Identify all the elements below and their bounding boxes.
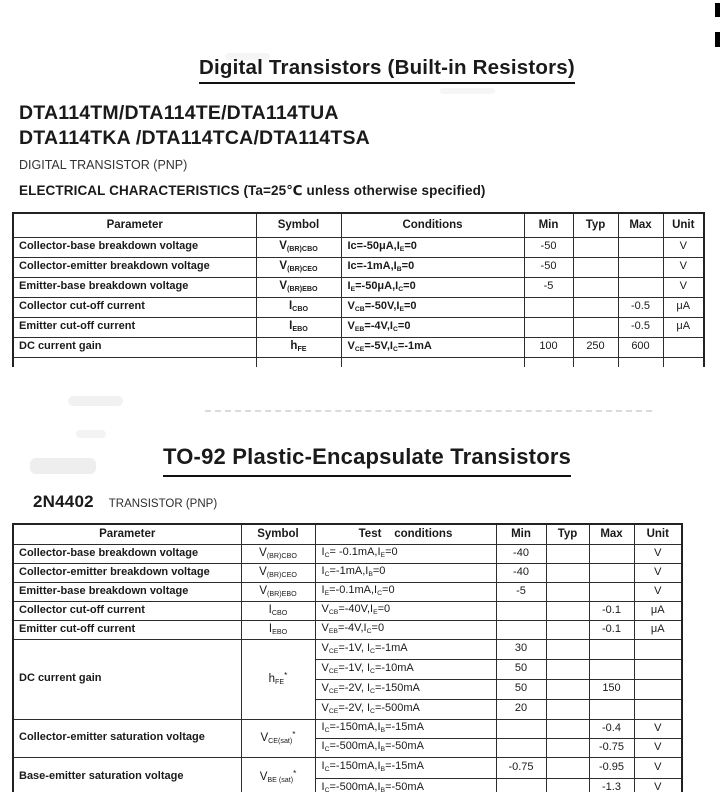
subscript: C: [366, 628, 372, 636]
unit-cell: [634, 639, 682, 659]
unit-cell: [663, 337, 704, 357]
parameter-cell: Base-emitter saturation voltage: [13, 757, 241, 792]
conditions-cell: $I_E=-0.1mA,I_C=0$: [315, 582, 496, 601]
parameter-cell: Collector-base breakdown voltage: [13, 544, 241, 563]
conditions-cell: $I_C=-150mA,I_B=-15mA$: [315, 719, 496, 738]
column-header: Parameter: [13, 524, 241, 544]
empty-cell: [13, 357, 256, 367]
max-cell: -0.1: [589, 620, 634, 639]
typ-cell: [573, 277, 618, 297]
subscript: E: [373, 609, 378, 617]
parameter-cell: Emitter-base breakdown voltage: [13, 582, 241, 601]
subscript: E: [380, 552, 386, 560]
unit-cell: [634, 659, 682, 679]
subscript: C: [324, 727, 330, 735]
symbol-cell: $V_{(BR)EBO}$: [256, 277, 341, 297]
min-cell: 50: [496, 659, 546, 679]
subscript: B: [380, 727, 386, 735]
subscript: E: [399, 305, 404, 313]
table-row: [13, 563, 682, 582]
max-cell: [589, 544, 634, 563]
max-cell: -0.75: [589, 738, 634, 757]
table-row: [13, 337, 704, 357]
conditions-cell: $V_{EB}=-4V,I_C=0$: [341, 317, 524, 337]
table-row: [13, 719, 682, 738]
conditions-cell: $I_C=-1mA,I_B=0$: [315, 563, 496, 582]
typ-cell: [546, 778, 589, 792]
scan-artifact: [68, 396, 123, 406]
superscript: *: [292, 729, 296, 739]
parameter-cell: Collector-base breakdown voltage: [13, 237, 256, 257]
unit-cell: V: [634, 738, 682, 757]
parameter-cell: Collector cut-off current: [13, 297, 256, 317]
symbol-cell: $V_{(BR)EBO}$: [241, 582, 315, 601]
table-row: [13, 620, 682, 639]
subscript: C: [392, 325, 398, 333]
typ-cell: [573, 237, 618, 257]
min-cell: -50: [524, 237, 573, 257]
min-cell: -5: [524, 277, 573, 297]
unit-cell: V: [634, 582, 682, 601]
typ-cell: [546, 659, 589, 679]
section2-title: TO-92 Plastic-Encapsulate Transistors: [163, 443, 571, 477]
scan-edge-mark: [715, 3, 720, 17]
subscript: BE (sat): [267, 776, 294, 785]
conditions-cell: $V_{CE}=-2V$, $I_C=-150mA$: [315, 679, 496, 699]
parameter-cell: Emitter-base breakdown voltage: [13, 277, 256, 297]
header-row: [13, 524, 682, 544]
subscript: EBO: [272, 627, 288, 636]
unit-cell: V: [663, 237, 704, 257]
parameter-cell: Collector-emitter breakdown voltage: [13, 257, 256, 277]
column-header: Typ: [573, 213, 618, 237]
typ-cell: [546, 582, 589, 601]
max-cell: -0.1: [589, 601, 634, 620]
conditions-cell: $Ic=-1mA,I_B=0$: [341, 257, 524, 277]
subscript: CB: [354, 305, 365, 313]
unit-cell: V: [663, 277, 704, 297]
conditions-cell: $V_{CB}=-50V,I_E=0$: [341, 297, 524, 317]
min-cell: 30: [496, 639, 546, 659]
header-row: [13, 213, 704, 237]
conditions-cell: $I_C= -0.1mA,I_E=0$: [315, 544, 496, 563]
subscript: (BR)CBO: [286, 245, 318, 254]
subscript: C: [370, 647, 375, 655]
max-cell: -0.5: [618, 317, 663, 337]
column-header: Unit: [663, 213, 704, 237]
subscript: CE: [328, 707, 339, 715]
column-header: Conditions: [341, 213, 524, 237]
superscript: *: [293, 768, 297, 778]
subscript: E: [399, 245, 405, 253]
typ-cell: [546, 757, 589, 778]
min-cell: [496, 719, 546, 738]
unit-cell: μA: [634, 620, 682, 639]
column-header: Parameter: [13, 213, 256, 237]
subscript: C: [370, 667, 375, 675]
electrical-characteristics-table-region: [12, 212, 707, 367]
conditions-cell: $Ic=-50\mu A,I_E=0$: [341, 237, 524, 257]
subscript: B: [380, 786, 386, 792]
subscript: B: [380, 766, 386, 774]
device-type-label: DIGITAL TRANSISTOR (PNP): [19, 158, 188, 172]
subscript: (BR)EBO: [287, 285, 318, 294]
max-cell: [589, 582, 634, 601]
subscript: (BR)EBO: [266, 589, 297, 598]
table-row: [13, 601, 682, 620]
scan-artifact: [30, 458, 96, 474]
subscript: B: [380, 746, 386, 754]
min-cell: [496, 601, 546, 620]
symbol-cell: $I_{EBO}$: [241, 620, 315, 639]
conditions-cell: $I_E=-50\mu A,I_C=0$: [341, 277, 524, 297]
table-row: [13, 257, 704, 277]
symbol-cell: $I_{CBO}$: [256, 297, 341, 317]
typ-cell: [573, 297, 618, 317]
superscript: *: [284, 670, 288, 680]
table-row: [13, 277, 704, 297]
subscript: C: [392, 345, 398, 353]
parameter-cell: DC current gain: [13, 337, 256, 357]
unit-cell: μA: [663, 317, 704, 337]
min-cell: [524, 297, 573, 317]
subscript: C: [324, 786, 330, 792]
subscript: C: [324, 571, 330, 579]
max-cell: [618, 277, 663, 297]
column-header: Symbol: [256, 213, 341, 237]
symbol-cell: $V_{CE(sat)}^*$: [241, 719, 315, 757]
section1-title: Digital Transistors (Built-in Resistors): [199, 55, 575, 84]
subscript: (BR)CBO: [266, 551, 297, 560]
symbol-cell: $V_{(BR)CEO}$: [241, 563, 315, 582]
scan-artifact: [76, 430, 106, 438]
conditions-cell: $V_{CE}=-5V,I_C=-1mA$: [341, 337, 524, 357]
table-row: [13, 582, 682, 601]
conditions-cell: $V_{CB}=-40V,I_E=0$: [315, 601, 496, 620]
symbol-cell: $V_{(BR)CBO}$: [241, 544, 315, 563]
subscript: C: [324, 746, 330, 754]
subscript: EBO: [292, 325, 308, 334]
max-cell: [618, 257, 663, 277]
column-header: Symbol: [241, 524, 315, 544]
table-row: [13, 757, 682, 778]
scan-artifact: [440, 88, 495, 94]
symbol-cell: $V_{(BR)CEO}$: [256, 257, 341, 277]
parameter-cell: DC current gain: [13, 639, 241, 719]
symbol-cell: $V_{BE (sat)}^*$: [241, 757, 315, 792]
max-cell: -0.5: [618, 297, 663, 317]
table-row: [13, 317, 704, 337]
empty-cell: [573, 357, 618, 367]
min-cell: -40: [496, 544, 546, 563]
subscript: FE: [297, 345, 307, 354]
parameter-cell: Collector-emitter saturation voltage: [13, 719, 241, 757]
min-cell: 20: [496, 699, 546, 719]
symbol-cell: $I_{EBO}$: [256, 317, 341, 337]
unit-cell: [634, 679, 682, 699]
subscript: CBO: [271, 608, 288, 617]
subscript: CE: [354, 345, 365, 353]
parameter-cell: Emitter cut-off current: [13, 317, 256, 337]
conditions-cell: $V_{CE}=-1V$, $I_C=-10mA$: [315, 659, 496, 679]
unit-cell: V: [634, 719, 682, 738]
scan-edge-mark: [715, 32, 720, 47]
min-cell: 100: [524, 337, 573, 357]
table-row: [13, 237, 704, 257]
parameter-cell: Collector cut-off current: [13, 601, 241, 620]
min-cell: -0.75: [496, 757, 546, 778]
subscript: CE: [328, 687, 339, 695]
unit-cell: V: [634, 563, 682, 582]
max-cell: [589, 563, 634, 582]
transistor-characteristics-table-region: [12, 523, 685, 792]
column-header: Min: [524, 213, 573, 237]
unit-cell: V: [634, 544, 682, 563]
scan-artifact: [205, 410, 652, 412]
min-cell: -50: [524, 257, 573, 277]
subscript: E: [350, 285, 356, 293]
subscript: C: [324, 766, 330, 774]
max-cell: -0.95: [589, 757, 634, 778]
conditions-cell: $V_{EB}=-4V,I_C=0$: [315, 620, 496, 639]
empty-cell: [524, 357, 573, 367]
min-cell: [496, 738, 546, 757]
typ-cell: [546, 639, 589, 659]
typ-cell: [546, 679, 589, 699]
subscript: B: [368, 571, 373, 579]
subscript: CE: [328, 647, 339, 655]
subscript: (BR)CEO: [266, 570, 297, 579]
subscript: FE: [275, 677, 285, 686]
max-cell: 600: [618, 337, 663, 357]
subscript: C: [324, 552, 330, 560]
electrical-characteristics-heading: ELECTRICAL CHARACTERISTICS (Ta=25℃ unless otherwise specified): [19, 183, 486, 198]
subscript: (BR)CEO: [287, 265, 318, 274]
conditions-cell: $I_C=-500mA,I_B=-50mA$: [315, 778, 496, 792]
min-cell: 50: [496, 679, 546, 699]
subscript: CE(sat): [268, 736, 293, 745]
column-header: Min: [496, 524, 546, 544]
table-row: [13, 544, 682, 563]
typ-cell: [546, 699, 589, 719]
conditions-cell: $V_{CE}=-1V$, $I_C=-1mA$: [315, 639, 496, 659]
min-cell: [496, 778, 546, 792]
symbol-cell: $h_{FE}^*$: [241, 639, 315, 719]
column-header: Max: [618, 213, 663, 237]
unit-cell: V: [634, 757, 682, 778]
subscript: CB: [328, 609, 339, 617]
symbol-cell: $I_{CBO}$: [241, 601, 315, 620]
subscript: CBO: [292, 305, 309, 314]
empty-cell: [256, 357, 341, 367]
column-header: Typ: [546, 524, 589, 544]
max-cell: [589, 639, 634, 659]
subscript: C: [370, 707, 375, 715]
subscript: C: [398, 285, 404, 293]
subscript: C: [370, 687, 375, 695]
max-cell: -1.3: [589, 778, 634, 792]
symbol-cell: $V_{(BR)CBO}$: [256, 237, 341, 257]
unit-cell: V: [634, 778, 682, 792]
typ-cell: [546, 544, 589, 563]
typ-cell: [546, 601, 589, 620]
max-cell: 150: [589, 679, 634, 699]
column-header: Unit: [634, 524, 682, 544]
parameter-cell: Collector-emitter breakdown voltage: [13, 563, 241, 582]
typ-cell: 250: [573, 337, 618, 357]
symbol-cell: $h_{FE}$: [256, 337, 341, 357]
min-cell: -5: [496, 582, 546, 601]
min-cell: [496, 620, 546, 639]
typ-cell: [546, 719, 589, 738]
unit-cell: V: [663, 257, 704, 277]
typ-cell: [546, 620, 589, 639]
unit-cell: μA: [634, 601, 682, 620]
conditions-cell: $I_C=-150mA,I_B=-15mA$: [315, 757, 496, 778]
empty-cell: [618, 357, 663, 367]
empty-cell: [341, 357, 524, 367]
part-number-line: [33, 492, 217, 512]
unit-cell: [634, 699, 682, 719]
empty-cell: [663, 357, 704, 367]
subscript: EB: [354, 325, 365, 333]
unit-cell: μA: [663, 297, 704, 317]
column-header: Max: [589, 524, 634, 544]
cut-off-row: [13, 357, 704, 367]
min-cell: -40: [496, 563, 546, 582]
part-number: 2N4402: [33, 492, 94, 511]
parameter-cell: Emitter cut-off current: [13, 620, 241, 639]
subscript: E: [324, 590, 330, 598]
part-numbers-line1: DTA114TM/DTA114TE/DTA114TUA: [19, 102, 339, 124]
table-row: [13, 639, 682, 659]
typ-cell: [573, 257, 618, 277]
subscript: CE: [328, 667, 339, 675]
column-header: Test conditions: [315, 524, 496, 544]
subscript: EB: [328, 628, 338, 636]
device-type-label: TRANSISTOR (PNP): [108, 498, 218, 510]
conditions-cell: $V_{CE}=-2V$, $I_C=-500mA$: [315, 699, 496, 719]
typ-cell: [546, 738, 589, 757]
typ-cell: [546, 563, 589, 582]
max-cell: -0.4: [589, 719, 634, 738]
subscript: C: [377, 590, 383, 598]
typ-cell: [573, 317, 618, 337]
transistor-characteristics-table: [12, 523, 683, 792]
max-cell: [618, 237, 663, 257]
subscript: B: [396, 265, 402, 273]
max-cell: [589, 699, 634, 719]
max-cell: [589, 659, 634, 679]
part-numbers-line2: DTA114TKA /DTA114TCA/DTA114TSA: [19, 127, 370, 149]
table-row: [13, 297, 704, 317]
min-cell: [524, 317, 573, 337]
conditions-cell: $I_C=-500mA,I_B=-50mA$: [315, 738, 496, 757]
electrical-characteristics-table: [12, 212, 705, 367]
